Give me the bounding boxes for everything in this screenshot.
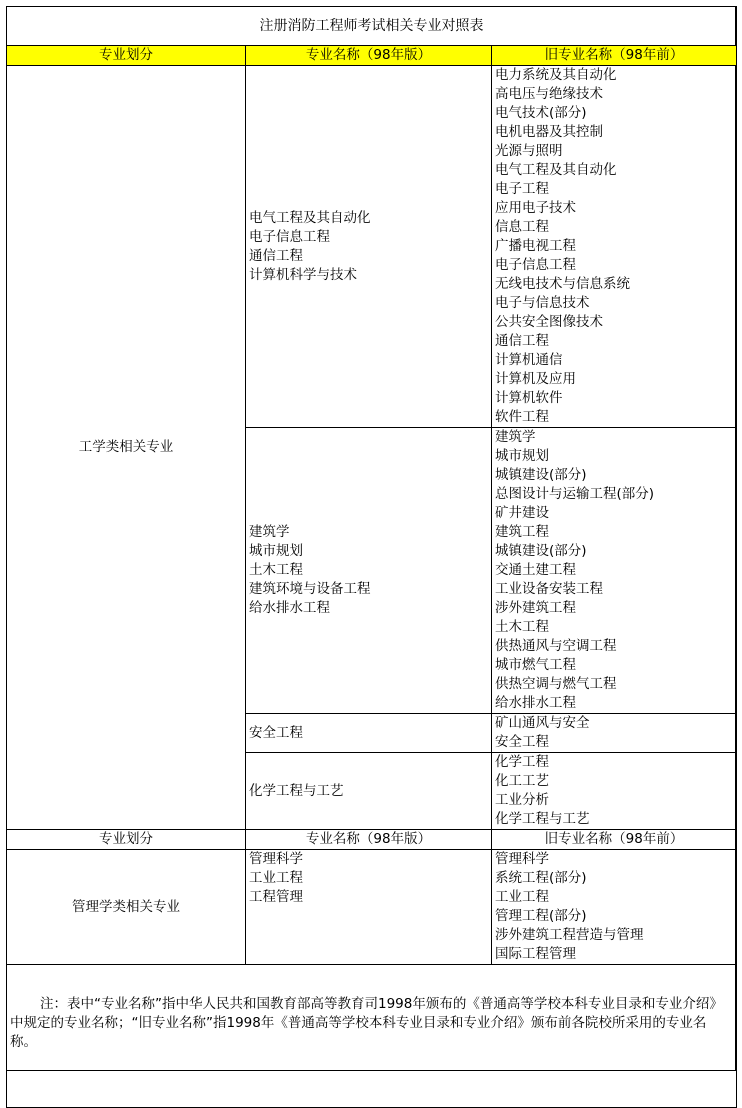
old-major-item: 土木工程 — [495, 619, 549, 635]
old-major-item: 电机电器及其控制 — [495, 124, 603, 140]
old-major-item: 广播电视工程 — [495, 238, 576, 254]
major-item: 建筑环境与设备工程 — [249, 581, 371, 597]
major-item: 化学工程与工艺 — [249, 782, 344, 799]
old-major-item: 总图设计与运输工程(部分) — [495, 486, 655, 502]
old-major-item: 建筑学 — [495, 429, 536, 445]
old-major-item: 涉外建筑工程 — [495, 600, 576, 616]
major-item: 管理科学 — [249, 851, 303, 867]
major-item: 城市规划 — [249, 543, 303, 559]
old-major-item: 工业分析 — [495, 792, 549, 808]
category-cell-management: 管理学类相关专业 — [7, 850, 246, 965]
old-major-item: 工业设备安装工程 — [495, 581, 603, 597]
old-major-item: 化工工艺 — [495, 773, 549, 789]
old-major-item: 安全工程 — [495, 734, 549, 750]
majors-cell — [246, 753, 492, 830]
note-text: 注：表中“专业名称”指中华人民共和国教育部高等教育司1998年颁布的《普通高等学校本科专业目录和专业介绍》中规定的专业名称；“旧专业名称”指1998年《普通高等学校本科专业目录和专业介绍》颁布前各院校所采用的专业名称。 — [10, 996, 723, 1050]
major-item: 计算机科学与技术 — [249, 266, 357, 283]
old-major-item: 管理工程(部分) — [495, 908, 587, 924]
old-major-item: 电力系统及其自动化 — [495, 67, 617, 83]
majors-cell — [246, 850, 492, 965]
old-major-item: 电子与信息技术 — [495, 295, 590, 311]
old-major-item: 矿井建设 — [495, 505, 549, 521]
header-row — [7, 46, 737, 66]
old-major-item: 高电压与绝缘技术 — [495, 86, 603, 102]
old-major-item: 建筑工程 — [495, 524, 549, 540]
old-major-item: 城镇建设(部分) — [495, 467, 587, 483]
old-major-item: 城镇建设(部分) — [495, 543, 587, 559]
old-majors-cell — [492, 714, 737, 753]
old-major-item: 给水排水工程 — [495, 695, 576, 711]
major-item: 建筑学 — [249, 524, 290, 540]
old-major-item: 工业工程 — [495, 889, 549, 905]
old-major-item: 通信工程 — [495, 333, 549, 349]
old-major-item: 矿山通风与安全 — [495, 715, 590, 731]
category-cell-engineering: 工学类相关专业 — [7, 66, 246, 830]
old-major-item: 电气工程及其自动化 — [495, 162, 617, 178]
header-major-98: 专业名称（98年版） — [246, 830, 492, 850]
header-old-major: 旧专业名称（98年前） — [492, 46, 737, 66]
old-major-item: 化学工程 — [495, 754, 549, 770]
old-major-item: 计算机及应用 — [495, 371, 576, 387]
major-item: 给水排水工程 — [249, 600, 330, 616]
header-row-repeat — [7, 830, 737, 850]
old-majors-cell — [492, 850, 737, 965]
major-item: 土木工程 — [249, 562, 303, 578]
majors-cell — [246, 714, 492, 753]
header-major-98: 专业名称（98年版） — [246, 46, 492, 66]
old-majors-cell — [492, 66, 737, 428]
header-category: 专业划分 — [7, 46, 246, 66]
old-major-item: 交通土建工程 — [495, 562, 576, 578]
old-major-item: 系统工程(部分) — [495, 870, 587, 886]
old-major-item: 公共安全图像技术 — [495, 314, 603, 330]
old-major-item: 电子信息工程 — [495, 257, 576, 273]
note-cell — [7, 965, 737, 1108]
majors-cell — [246, 66, 492, 428]
old-major-item: 电子工程 — [495, 181, 549, 197]
major-item: 工程管理 — [249, 889, 303, 905]
old-major-item: 应用电子技术 — [495, 200, 576, 216]
old-major-item: 电气技术(部分) — [495, 105, 587, 121]
old-major-item: 涉外建筑工程营造与管理 — [495, 927, 644, 943]
old-major-item: 信息工程 — [495, 219, 549, 235]
old-major-item: 供热空调与燃气工程 — [495, 676, 617, 692]
major-item: 工业工程 — [249, 870, 303, 886]
header-old-major: 旧专业名称（98年前） — [492, 830, 737, 850]
old-major-item: 城市规划 — [495, 448, 549, 464]
old-majors-cell — [492, 428, 737, 714]
old-major-item: 软件工程 — [495, 409, 549, 425]
table-row — [7, 850, 737, 965]
note-row — [7, 965, 737, 1108]
old-major-item: 计算机软件 — [495, 390, 563, 406]
comparison-table — [6, 6, 737, 1108]
table-title: 注册消防工程师考试相关专业对照表 — [7, 7, 737, 46]
major-item: 安全工程 — [249, 724, 303, 741]
major-item: 电子信息工程 — [249, 228, 330, 245]
old-major-item: 计算机通信 — [495, 352, 563, 368]
old-major-item: 无线电技术与信息系统 — [495, 276, 630, 292]
old-majors-cell — [492, 753, 737, 830]
majors-cell — [246, 428, 492, 714]
old-major-item: 供热通风与空调工程 — [495, 638, 617, 654]
header-category: 专业划分 — [7, 830, 246, 850]
table-row — [7, 66, 737, 428]
old-major-item: 国际工程管理 — [495, 946, 576, 962]
old-major-item: 管理科学 — [495, 851, 549, 867]
old-major-item: 化学工程与工艺 — [495, 811, 590, 827]
major-item: 通信工程 — [249, 247, 303, 264]
old-major-item: 光源与照明 — [495, 143, 563, 159]
old-major-item: 城市燃气工程 — [495, 657, 576, 673]
major-item: 电气工程及其自动化 — [249, 209, 371, 226]
